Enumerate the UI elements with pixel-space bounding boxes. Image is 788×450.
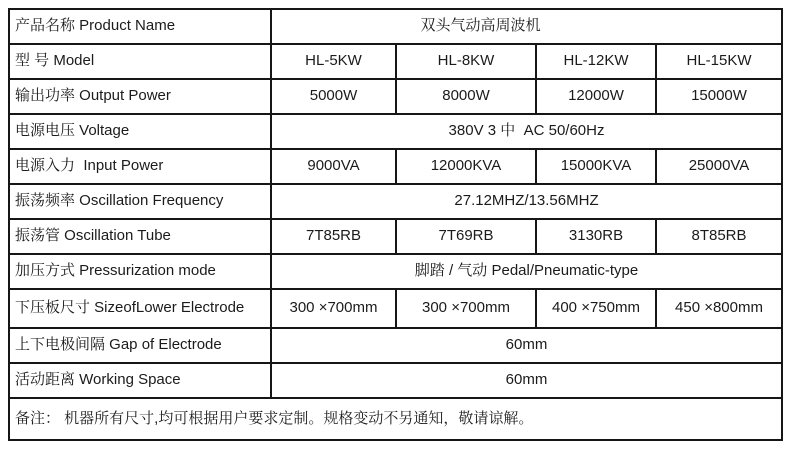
table-row-voltage bbox=[9, 114, 782, 149]
value-lower-electrode-size-4: 450 ×800mm bbox=[656, 289, 782, 328]
table-row-model bbox=[9, 44, 782, 79]
value-working-space: 60mm bbox=[271, 363, 782, 398]
value-output-power-3: 12000W bbox=[536, 79, 656, 114]
value-model-hl8kw: HL-8KW bbox=[396, 44, 536, 79]
table-row-oscillation-frequency bbox=[9, 184, 782, 219]
label-electrode-gap: 上下电极间隔 Gap of Electrode bbox=[9, 328, 271, 363]
value-oscillation-tube-3: 3130RB bbox=[536, 219, 656, 254]
table-row-product-name bbox=[9, 9, 782, 44]
value-oscillation-tube-2: 7T69RB bbox=[396, 219, 536, 254]
value-input-power-3: 15000KVA bbox=[536, 149, 656, 184]
label-oscillation-tube: 振荡管 Oscillation Tube bbox=[9, 219, 271, 254]
value-lower-electrode-size-2: 300 ×700mm bbox=[396, 289, 536, 328]
label-model: 型 号 Model bbox=[9, 44, 271, 79]
label-lower-electrode-size: 下压板尺寸 SizeofLower Electrode bbox=[9, 289, 271, 328]
table-row-note bbox=[9, 398, 782, 440]
value-lower-electrode-size-3: 400 ×750mm bbox=[536, 289, 656, 328]
note-text: 备注： 机器所有尺寸,均可根据用户要求定制。规格变动不另通知，敬请谅解。 bbox=[9, 398, 782, 440]
label-voltage: 电源电压 Voltage bbox=[9, 114, 271, 149]
table-row-input-power bbox=[9, 149, 782, 184]
value-oscillation-frequency: 27.12MHZ/13.56MHZ bbox=[271, 184, 782, 219]
value-product-name: 双头气动高周波机 bbox=[271, 9, 782, 44]
value-output-power-1: 5000W bbox=[271, 79, 396, 114]
value-model-hl15kw: HL-15KW bbox=[656, 44, 782, 79]
label-working-space: 活动距离 Working Space bbox=[9, 363, 271, 398]
label-input-power: 电源入力 Input Power bbox=[9, 149, 271, 184]
value-model-hl12kw: HL-12KW bbox=[536, 44, 656, 79]
value-lower-electrode-size-1: 300 ×700mm bbox=[271, 289, 396, 328]
value-electrode-gap: 60mm bbox=[271, 328, 782, 363]
product-spec-table bbox=[8, 8, 783, 441]
value-oscillation-tube-4: 8T85RB bbox=[656, 219, 782, 254]
value-output-power-2: 8000W bbox=[396, 79, 536, 114]
table-row-output-power bbox=[9, 79, 782, 114]
value-input-power-1: 9000VA bbox=[271, 149, 396, 184]
value-model-hl5kw: HL-5KW bbox=[271, 44, 396, 79]
table-row-lower-electrode-size bbox=[9, 289, 782, 328]
value-input-power-4: 25000VA bbox=[656, 149, 782, 184]
value-pressurization-mode: 脚踏 / 气动 Pedal/Pneumatic-type bbox=[271, 254, 782, 289]
value-output-power-4: 15000W bbox=[656, 79, 782, 114]
label-product-name: 产品名称 Product Name bbox=[9, 9, 271, 44]
label-output-power: 输出功率 Output Power bbox=[9, 79, 271, 114]
value-input-power-2: 12000KVA bbox=[396, 149, 536, 184]
value-oscillation-tube-1: 7T85RB bbox=[271, 219, 396, 254]
table-row-oscillation-tube bbox=[9, 219, 782, 254]
table-row-electrode-gap bbox=[9, 328, 782, 363]
label-oscillation-frequency: 振荡频率 Oscillation Frequency bbox=[9, 184, 271, 219]
value-voltage: 380V 3 中 AC 50/60Hz bbox=[271, 114, 782, 149]
table-row-pressurization-mode bbox=[9, 254, 782, 289]
table-row-working-space bbox=[9, 363, 782, 398]
label-pressurization-mode: 加压方式 Pressurization mode bbox=[9, 254, 271, 289]
